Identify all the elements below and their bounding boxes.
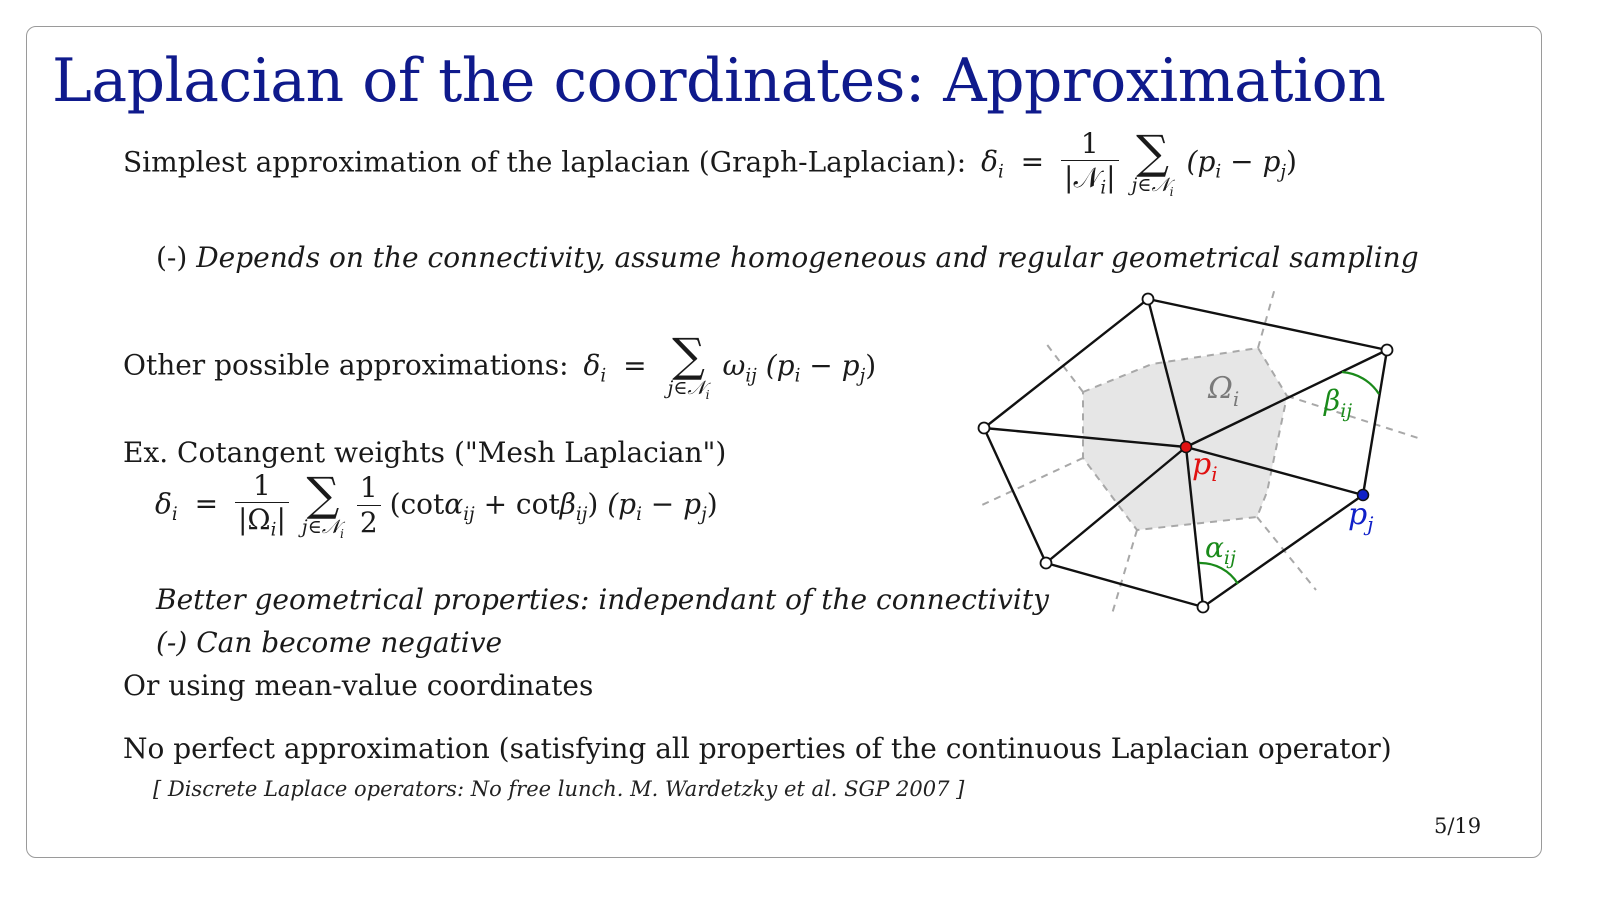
connectivity-note: (-) Depends on the connectivity, assume homogeneous and regular geometrical sampling bbox=[156, 241, 1419, 274]
page-number: 5/19 bbox=[1434, 814, 1482, 838]
alpha-label: $\alpha_{ij}$ bbox=[1205, 531, 1236, 569]
mesh-diagram bbox=[960, 285, 1430, 625]
other-approximations-text: Other possible approximations: bbox=[123, 348, 569, 382]
slide-title: Laplacian of the coordinates: Approximation bbox=[52, 46, 1386, 116]
cotangent-weights-heading: Ex. Cotangent weights ("Mesh Laplacian") bbox=[123, 436, 727, 469]
negative-note: (-) Can become negative bbox=[156, 626, 503, 659]
no-perfect-approximation-line: No perfect approximation (satisfying all properties of the continuous Laplacian operator) bbox=[123, 732, 1392, 765]
graph-laplacian-line bbox=[123, 124, 1297, 200]
graph-laplacian-text: Simplest approximation of the laplacian (Graph-Laplacian): bbox=[123, 145, 967, 179]
mean-value-line: Or using mean-value coordinates bbox=[123, 669, 594, 702]
vertex-pi bbox=[1181, 442, 1192, 453]
beta-angle-arc bbox=[1342, 372, 1379, 394]
graph-laplacian-formula: $\delta_i$ = $\frac{1}{|𝒩_i|}$ ∑ j∈𝒩$_i$ $(p_i - p_j)$ bbox=[981, 124, 1297, 199]
better-properties-note: Better geometrical properties: independant of the connectivity bbox=[156, 583, 1049, 616]
pj-label: $p_j$ bbox=[1348, 497, 1374, 536]
beta-label: $\beta_{ij}$ bbox=[1324, 384, 1353, 422]
reference-citation: [ Discrete Laplace operators: No free lunch. M. Wardetzky et al. SGP 2007 ] bbox=[153, 777, 965, 801]
weighted-formula: $\delta_i$ = ∑ j∈𝒩$_i$ $\omega_{ij}$ $(p_i - p_j)$ bbox=[583, 328, 877, 402]
other-approximations-line bbox=[123, 328, 877, 402]
pi-label: $p_i$ bbox=[1192, 447, 1218, 486]
cotangent-formula: $\delta_i$ = $\frac{1}{|\Omega_i|}$ ∑ j∈𝒩$_i$ $\frac{1}{2}$ (cotα$_{ij}$ + cotβ$_{ij}$) $(p_i - p_j)$ bbox=[155, 466, 718, 541]
omega-label: $\Omega_i$ bbox=[1208, 371, 1240, 411]
